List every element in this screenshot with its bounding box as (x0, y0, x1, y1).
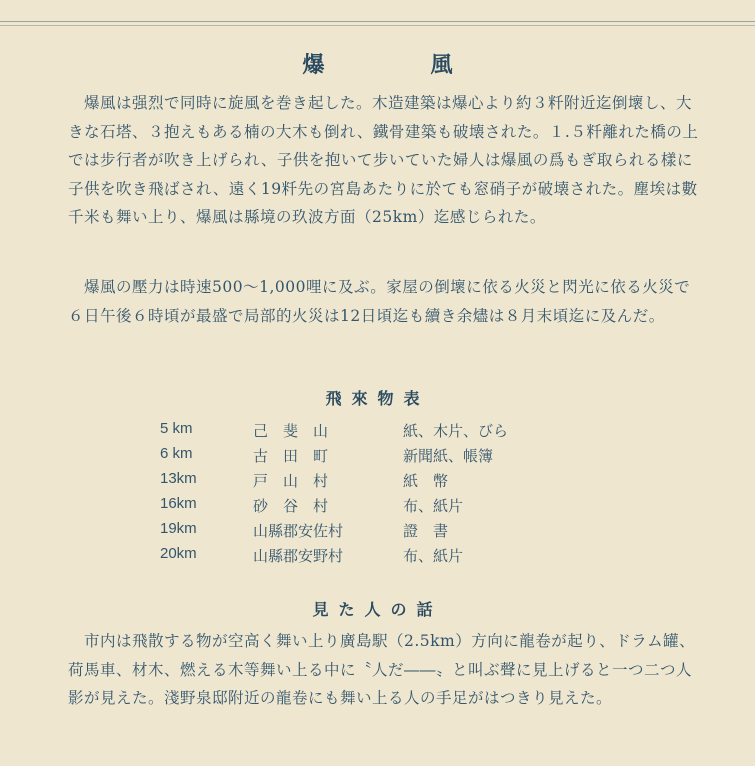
place-cell: 古 田 町 (253, 447, 329, 465)
distance-cell: 19km (160, 520, 197, 537)
witness-paragraph-text: 市内は飛散する物が空高く舞い上り廣島駅（2.5km）方向に龍卷が起り、ドラム罐、荷馬車、材木、燃える木等舞い上る中に〝人だ――〟と叫ぶ聲に見上げると一つ二つ人影が見えた。淺野泉邸附近の龍卷にも舞い上る人の手足がはつきり見えた。 (68, 632, 696, 707)
blast-paragraph-1 (68, 89, 700, 232)
page-title: 爆 風 (302, 52, 495, 78)
distance-cell: 20km (160, 545, 197, 562)
items-cell: 布、紙片 (403, 547, 464, 565)
distance-cell: 13km (160, 470, 197, 487)
place-cell: 砂 谷 村 (253, 497, 329, 515)
blast-paragraph-2 (68, 273, 700, 330)
items-cell: 布、紙片 (403, 497, 464, 515)
place-cell: 山縣郡安佐村 (253, 522, 344, 540)
top-rule (0, 21, 755, 22)
items-cell: 紙 幣 (403, 472, 449, 490)
place-cell: 戸 山 村 (253, 472, 329, 490)
flying-objects-heading: 飛來物表 (325, 389, 430, 408)
blast-paragraph-2-text: 爆風の壓力は時速500～1,000哩に及ぶ。家屋の倒壞に依る火災と閃光に依る火災で６日午後６時頃が最盛で局部的火災は12日頃迄も續き余燼は８月末頃迄に及んだ。 (68, 278, 691, 325)
place-cell: 山縣郡安野村 (253, 547, 344, 565)
place-cell: 己 斐 山 (253, 422, 329, 440)
witness-heading: 見た人の話 (312, 600, 443, 619)
distance-cell: 6 km (160, 445, 193, 462)
items-cell: 證 書 (403, 522, 449, 540)
items-cell: 新聞紙、帳簿 (403, 447, 494, 465)
distance-cell: 5 km (160, 420, 193, 437)
witness-paragraph (68, 627, 700, 713)
top-rule-secondary (0, 25, 755, 26)
items-cell: 紙、木片、びら (403, 422, 509, 440)
blast-paragraph-1-text: 爆風は强烈で同時に旋風を巻き起した。木造建築は爆心より約３粁附近迄倒壞し、大きな石塔、３抱えもある楠の大木も倒れ、鐵骨建築も破壊された。１.５粁離れた橋の上では步行者が吹き上げられ、子供を抱いて步いていた婦人は爆風の爲もぎ取られる樣に子供を吹き飛ばされ、遠く19粁先の宮島あたりに於ても窓硝子が破壊された。塵埃は數千米も舞い上り、爆風は縣境の玖波方面（25km）迄感じられた。 (68, 94, 699, 226)
distance-cell: 16km (160, 495, 197, 512)
